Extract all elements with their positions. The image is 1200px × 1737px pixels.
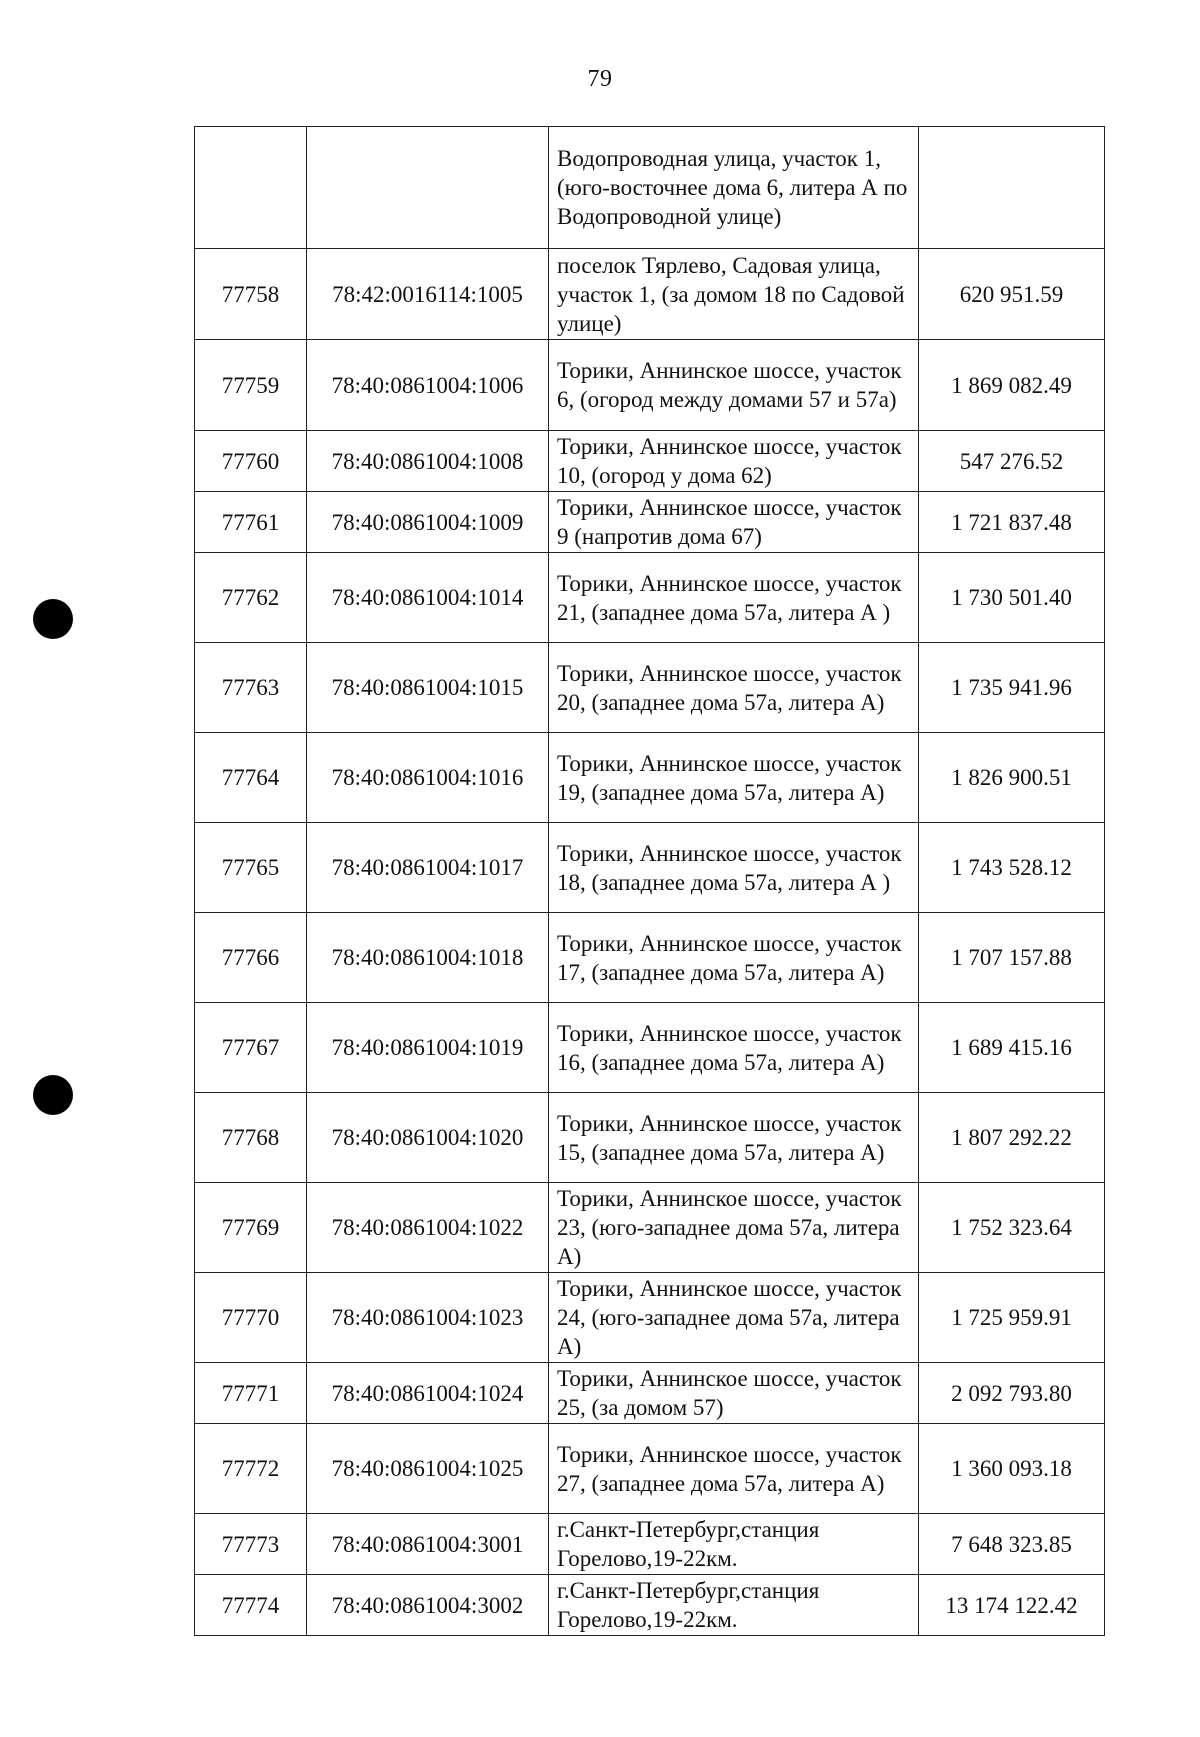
address-cell: Торики, Аннинское шоссе, участок 21, (западнее дома 57а, литера А ) [549,553,919,643]
table-row [195,431,1105,492]
row-id-cell: 77774 [195,1575,307,1636]
row-id-cell [195,127,307,249]
row-id-cell: 77768 [195,1093,307,1183]
land-plot-table [194,126,1105,1636]
table-row [195,1003,1105,1093]
row-id-cell: 77761 [195,492,307,553]
table-row [195,1093,1105,1183]
cadastral-number-cell: 78:42:0016114:1005 [307,249,549,340]
value-cell: 1 869 082.49 [919,340,1105,431]
value-cell: 1 826 900.51 [919,733,1105,823]
address-cell: г.Санкт-Петербург,станция Горелово,19-22км. [549,1575,919,1636]
table-row [195,823,1105,913]
cadastral-number-cell: 78:40:0861004:1020 [307,1093,549,1183]
table-row [195,1183,1105,1273]
table-row [195,492,1105,553]
cadastral-number-cell: 78:40:0861004:1025 [307,1424,549,1514]
cadastral-number-cell: 78:40:0861004:1019 [307,1003,549,1093]
value-cell: 1 707 157.88 [919,913,1105,1003]
cadastral-number-cell [307,127,549,249]
row-id-cell: 77769 [195,1183,307,1273]
row-id-cell: 77760 [195,431,307,492]
cadastral-number-cell: 78:40:0861004:1009 [307,492,549,553]
value-cell: 547 276.52 [919,431,1105,492]
table-row [195,1363,1105,1424]
value-cell: 13 174 122.42 [919,1575,1105,1636]
table-row [195,249,1105,340]
row-id-cell: 77770 [195,1273,307,1363]
cadastral-number-cell: 78:40:0861004:1016 [307,733,549,823]
value-cell: 1 689 415.16 [919,1003,1105,1093]
value-cell: 1 807 292.22 [919,1093,1105,1183]
punch-hole-mark [33,1075,73,1115]
table-row [195,340,1105,431]
row-id-cell: 77765 [195,823,307,913]
row-id-cell: 77767 [195,1003,307,1093]
address-cell: поселок Тярлево, Садовая улица, участок 1, (за домом 18 по Садовой улице) [549,249,919,340]
row-id-cell: 77772 [195,1424,307,1514]
table-row [195,1424,1105,1514]
address-cell: Торики, Аннинское шоссе, участок 6, (огород между домами 57 и 57а) [549,340,919,431]
value-cell: 7 648 323.85 [919,1514,1105,1575]
address-cell: Торики, Аннинское шоссе, участок 19, (западнее дома 57а, литера А) [549,733,919,823]
value-cell: 1 743 528.12 [919,823,1105,913]
value-cell [919,127,1105,249]
table-row [195,127,1105,249]
address-cell: Торики, Аннинское шоссе, участок 9 (напротив дома 67) [549,492,919,553]
cadastral-number-cell: 78:40:0861004:1015 [307,643,549,733]
address-cell: Торики, Аннинское шоссе, участок 15, (западнее дома 57а, литера А) [549,1093,919,1183]
value-cell: 1 735 941.96 [919,643,1105,733]
value-cell: 1 730 501.40 [919,553,1105,643]
row-id-cell: 77766 [195,913,307,1003]
row-id-cell: 77759 [195,340,307,431]
address-cell: Торики, Аннинское шоссе, участок 25, (за домом 57) [549,1363,919,1424]
cadastral-number-cell: 78:40:0861004:1008 [307,431,549,492]
row-id-cell: 77764 [195,733,307,823]
table-row [195,1575,1105,1636]
address-cell: Торики, Аннинское шоссе, участок 18, (западнее дома 57а, литера А ) [549,823,919,913]
address-cell: Торики, Аннинское шоссе, участок 16, (западнее дома 57а, литера А) [549,1003,919,1093]
value-cell: 620 951.59 [919,249,1105,340]
cadastral-number-cell: 78:40:0861004:3001 [307,1514,549,1575]
cadastral-number-cell: 78:40:0861004:1023 [307,1273,549,1363]
address-cell: Торики, Аннинское шоссе, участок 27, (западнее дома 57а, литера А) [549,1424,919,1514]
value-cell: 1 725 959.91 [919,1273,1105,1363]
cadastral-number-cell: 78:40:0861004:1006 [307,340,549,431]
address-cell: Водопроводная улица, участок 1, (юго-восточнее дома 6, литера А по Водопроводной улице) [549,127,919,249]
punch-hole-mark [33,599,73,639]
address-cell: Торики, Аннинское шоссе, участок 10, (огород у дома 62) [549,431,919,492]
value-cell: 1 360 093.18 [919,1424,1105,1514]
table-row [195,643,1105,733]
page-number: 79 [587,66,613,92]
table-row [195,1514,1105,1575]
address-cell: Торики, Аннинское шоссе, участок 17, (западнее дома 57а, литера А) [549,913,919,1003]
table-row [195,1273,1105,1363]
row-id-cell: 77762 [195,553,307,643]
cadastral-number-cell: 78:40:0861004:1022 [307,1183,549,1273]
address-cell: г.Санкт-Петербург,станция Горелово,19-22км. [549,1514,919,1575]
cadastral-number-cell: 78:40:0861004:1017 [307,823,549,913]
cadastral-number-cell: 78:40:0861004:1024 [307,1363,549,1424]
address-cell: Торики, Аннинское шоссе, участок 24, (юго-западнее дома 57а, литера А) [549,1273,919,1363]
value-cell: 2 092 793.80 [919,1363,1105,1424]
row-id-cell: 77758 [195,249,307,340]
value-cell: 1 721 837.48 [919,492,1105,553]
row-id-cell: 77771 [195,1363,307,1424]
value-cell: 1 752 323.64 [919,1183,1105,1273]
cadastral-number-cell: 78:40:0861004:3002 [307,1575,549,1636]
table-row [195,913,1105,1003]
table-row [195,733,1105,823]
row-id-cell: 77763 [195,643,307,733]
row-id-cell: 77773 [195,1514,307,1575]
cadastral-number-cell: 78:40:0861004:1018 [307,913,549,1003]
cadastral-number-cell: 78:40:0861004:1014 [307,553,549,643]
address-cell: Торики, Аннинское шоссе, участок 20, (западнее дома 57а, литера А) [549,643,919,733]
table-row [195,553,1105,643]
address-cell: Торики, Аннинское шоссе, участок 23, (юго-западнее дома 57а, литера А) [549,1183,919,1273]
